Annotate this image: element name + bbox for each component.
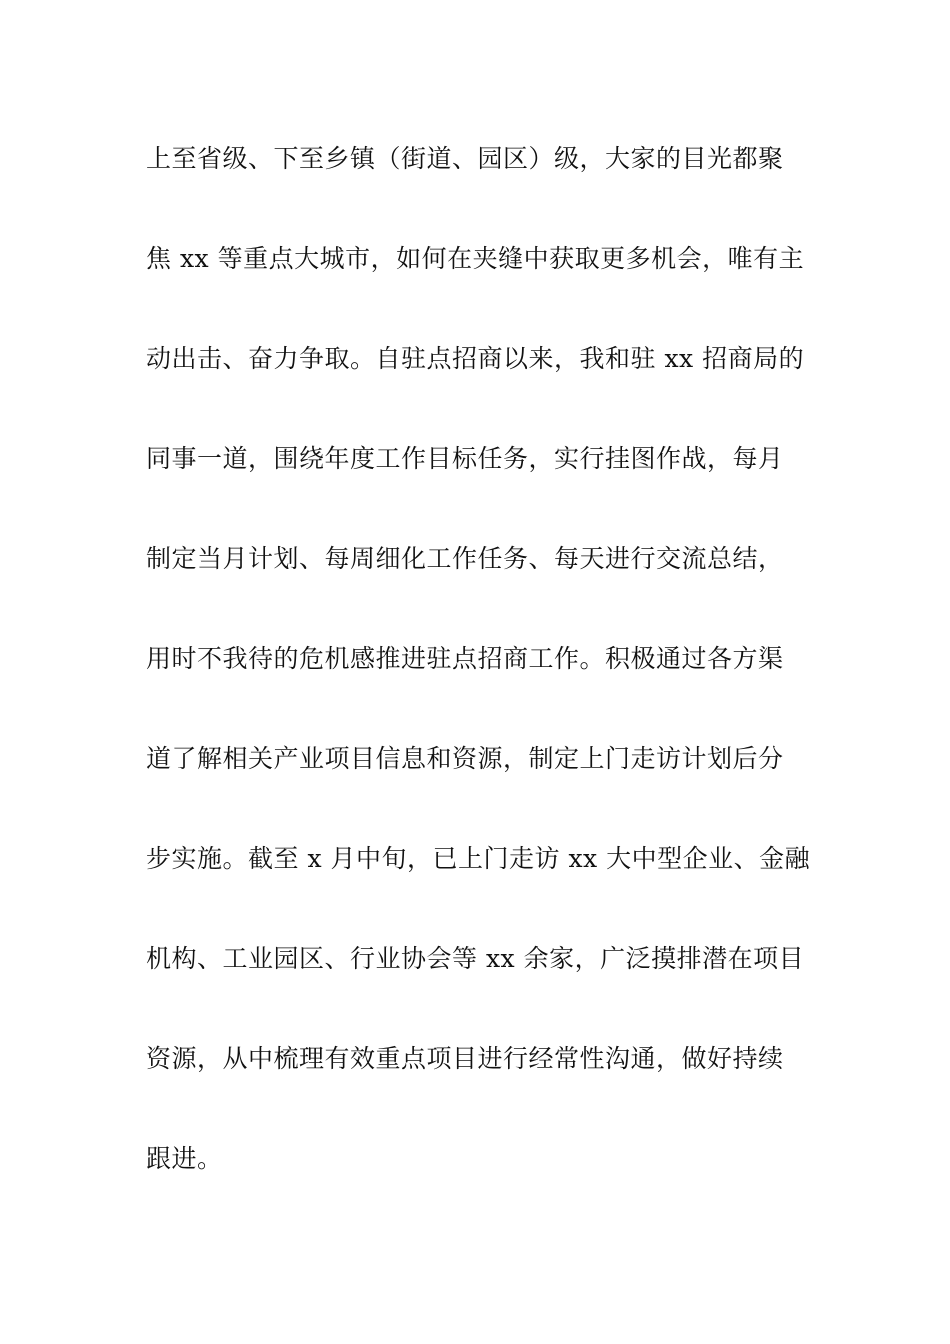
text-line-6: 用时不我待的危机感推进驻点招商工作。积极通过各方渠	[146, 644, 784, 673]
text-line-5: 制定当月计划、每周细化工作任务、每天进行交流总结，	[146, 544, 784, 573]
body-paragraph	[146, 134, 826, 1234]
text-line-11: 跟进。	[146, 1144, 223, 1173]
text-line-1: 上至省级、下至乡镇（街道、园区）级，大家的目光都聚	[146, 144, 784, 173]
text-line-10: 资源，从中梳理有效重点项目进行经常性沟通，做好持续	[146, 1044, 784, 1073]
text-line-8: 步实施。截至 x 月中旬，已上门走访 xx 大中型企业、金融	[146, 844, 811, 873]
text-line-7: 道了解相关产业项目信息和资源，制定上门走访计划后分	[146, 744, 784, 773]
text-line-4: 同事一道，围绕年度工作目标任务，实行挂图作战，每月	[146, 444, 784, 473]
text-line-2: 焦 xx 等重点大城市，如何在夹缝中获取更多机会，唯有主	[146, 244, 805, 273]
text-line-9: 机构、工业园区、行业协会等 xx 余家，广泛摸排潜在项目	[146, 944, 805, 973]
text-line-3: 动出击、奋力争取。自驻点招商以来，我和驻 xx 招商局的	[146, 344, 805, 373]
